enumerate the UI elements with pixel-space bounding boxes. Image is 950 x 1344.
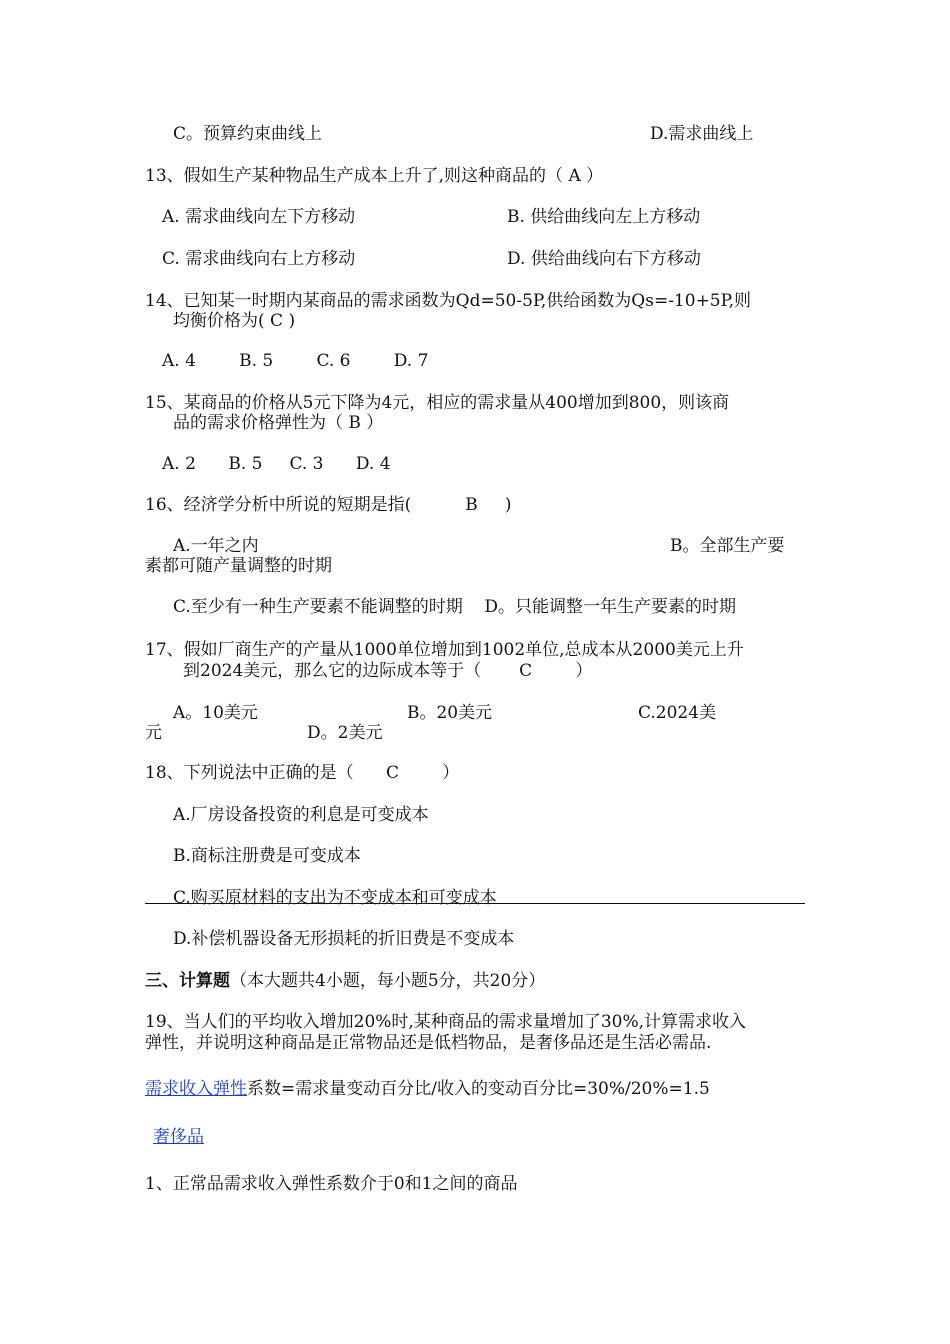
q19-stem-line2: 弹性，并说明这种商品是正常物品还是低档物品，是奢侈品还是生活必需品.	[145, 1033, 712, 1053]
section-title: 三、计算题	[145, 971, 230, 991]
q13-option-a: A. 需求曲线向左下方移动	[162, 207, 356, 227]
q14-stem-line1: 14、已知某一时期内某商品的需求函数为Qd=50-5P,供给函数为Qs=-10+5P,则	[145, 291, 752, 311]
q17-stem-line2: 到2024美元，那么它的边际成本等于（ C ）	[183, 661, 593, 681]
q17-option-d: D。2美元	[307, 723, 383, 743]
q18-option-c: C.购买原材料的支出为不变成本和可变成本	[173, 888, 497, 908]
q16-option-b-part1: B。全部生产要	[670, 536, 785, 556]
q17-option-c-part2: 元	[145, 723, 162, 743]
q15-stem-line2: 品的需求价格弹性为（ B ）	[173, 413, 384, 433]
q13-option-d: D. 供给曲线向右下方移动	[507, 249, 701, 269]
answer-formula: 系数=需求量变动百分比/收入的变动百分比=30%/20%=1.5	[247, 1079, 710, 1099]
q18-option-b: B.商标注册费是可变成本	[173, 846, 361, 866]
q16-stem: 16、经济学分析中所说的短期是指( B )	[145, 495, 512, 515]
q18-option-d: D.补偿机器设备无形损耗的折旧费是不变成本	[173, 929, 515, 949]
answer-note: 1、正常品需求收入弹性系数介于0和1之间的商品	[145, 1174, 518, 1194]
q12-option-d: D.需求曲线上	[650, 124, 754, 144]
q19-stem-line1: 19、当人们的平均收入增加20%时,某种商品的需求量增加了30%,计算需求收入	[145, 1012, 747, 1032]
q14-stem-line2: 均衡价格为( C )	[173, 311, 296, 331]
income-elasticity-link[interactable]: 需求收入弹性	[145, 1079, 247, 1099]
section-note: （本大题共4小题，每小题5分，共20分）	[230, 971, 546, 991]
q13-stem: 13、假如生产某种物品生产成本上升了,则这种商品的（ A ）	[145, 166, 604, 186]
q12-option-c: C。预算约束曲线上	[173, 124, 323, 144]
q16-options-cd: C.至少有一种生产要素不能调整的时期 D。只能调整一年生产要素的时期	[173, 597, 737, 617]
section-heading	[145, 970, 545, 992]
q14-options: A. 4 B. 5 C. 6 D. 7	[162, 351, 429, 371]
q13-option-c: C. 需求曲线向右上方移动	[162, 249, 356, 269]
q17-option-c-part1: C.2024美	[638, 703, 717, 723]
q16-option-a: A.一年之内	[173, 536, 259, 556]
q13-option-b: B. 供给曲线向左上方移动	[507, 207, 701, 227]
q17-option-b: B。20美元	[407, 703, 493, 723]
q16-option-b-part2: 素都可随产量调整的时期	[145, 556, 332, 576]
q18-option-a: A.厂房设备投资的利息是可变成本	[173, 805, 429, 825]
luxury-link[interactable]: 奢侈品	[153, 1127, 204, 1147]
answer-line	[145, 1078, 710, 1100]
q18-stem: 18、下列说法中正确的是（ C ）	[145, 763, 460, 783]
underline-rule	[145, 903, 805, 904]
q17-stem-line1: 17、假如厂商生产的产量从1000单位增加到1002单位,总成本从2000美元上升	[145, 640, 744, 660]
q15-options: A. 2 B. 5 C. 3 D. 4	[162, 454, 391, 474]
q15-stem-line1: 15、某商品的价格从5元下降为4元，相应的需求量从400增加到800，则该商	[145, 393, 730, 413]
q17-option-a: A。10美元	[173, 703, 258, 723]
